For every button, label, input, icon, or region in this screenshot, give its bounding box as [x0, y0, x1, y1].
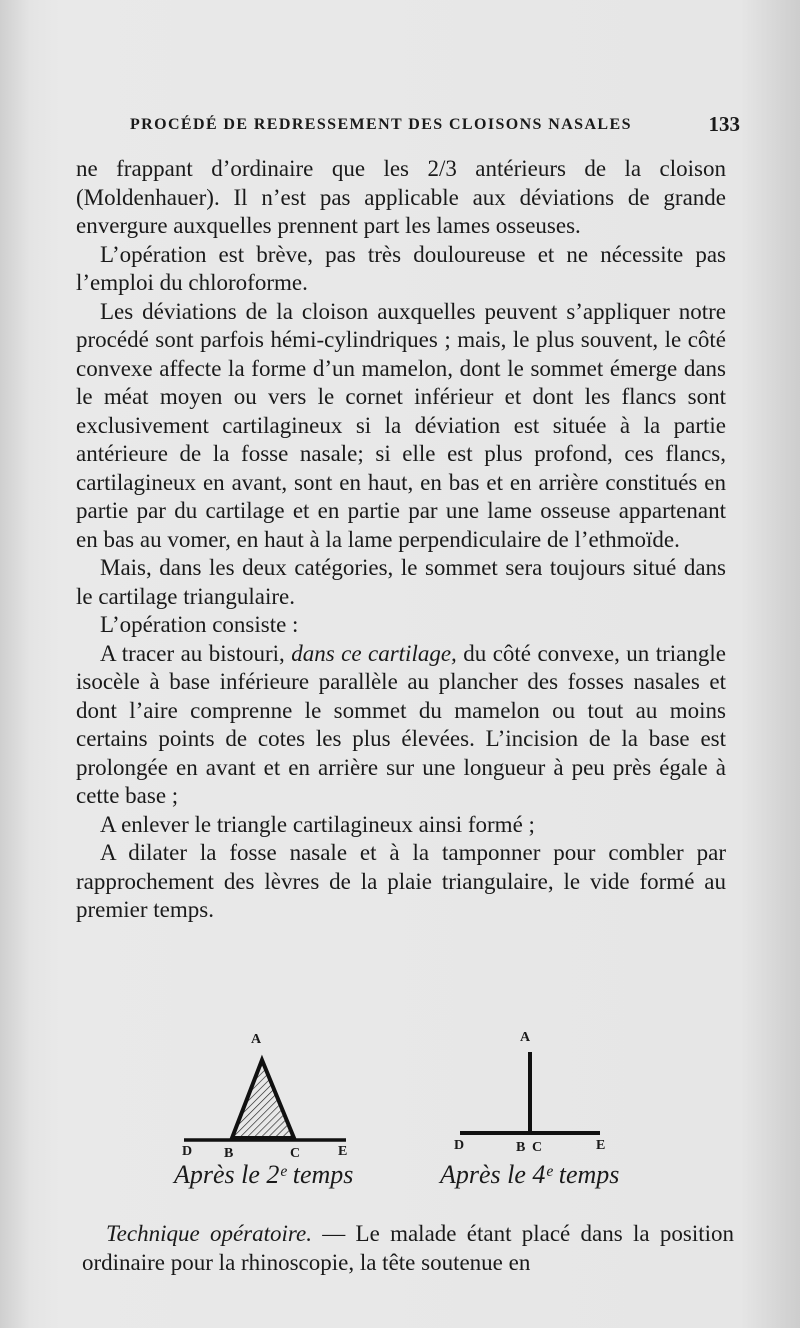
- label-c: C: [290, 1146, 301, 1161]
- label-d: D: [182, 1144, 193, 1159]
- paragraph-technique: [82, 1220, 734, 1277]
- paragraph-step-2: A enlever le triangle cartilagineux ainsi formé ;: [100, 811, 535, 837]
- caption-second-step: Après le 2ᵉ temps: [174, 1160, 354, 1189]
- step-1-start: A tracer au bistouri,: [100, 640, 292, 666]
- label-b: B: [224, 1146, 234, 1161]
- step-1-italic: dans ce cartilage,: [291, 640, 457, 666]
- t-shape-diagram: [440, 1030, 640, 1150]
- hatched-triangle: [232, 1060, 294, 1138]
- technique-heading: Technique opératoire.: [106, 1221, 312, 1246]
- technique-text: — Le malade étant placé dans la position ordinaire pour la rhinoscopie, la tête soutenue en: [82, 1221, 734, 1275]
- paragraph-step-1: [76, 640, 726, 811]
- label-c: C: [532, 1140, 543, 1155]
- label-a: A: [251, 1032, 262, 1047]
- page-number: 133: [708, 112, 740, 136]
- paragraph-deviations: Les déviations de la cloison auxquelles peuvent s’appliquer notre procédé sont parfois hémi-cylindriques ; mais, le plus souvent, le côté convexe affecte la forme d’un mamelon, dont le sommet émerge dans le méat moyen ou vers le cornet inférieur et dont les flancs sont exclusivement cartilagineux si la déviation est située à la partie antérieure de la fosse nasale; si elle est plus profond, ces flancs, cartilagineux en avant, sont en haut, en bas et en arrière constitués en partie par du cartilage et en partie par une lame osseuse appartenant en bas au vomer, en haut à la lame perpendiculaire de l’ethmoïde.: [76, 298, 726, 552]
- running-header: [130, 110, 740, 140]
- paragraph-operation-brief: L’opération est brève, pas très douloureuse et ne nécessite pas l’emploi du chloroforme.: [76, 241, 726, 295]
- label-b: B: [516, 1140, 526, 1155]
- header-title: PROCÉDÉ DE REDRESSEMENT DES CLOISONS NASALES: [130, 116, 632, 133]
- triangle-diagram: [170, 1030, 370, 1150]
- body-text: [76, 155, 726, 925]
- step-1-rest: du côté convexe, un triangle isocèle à base inférieure parallèle au plancher des fosses nasales et dont l’aire comprenne le sommet du mamelon ou tout au moins certains points de cotes les plus élevées. L’incision de la base est prolongée en avant et en arrière sur une longueur à peu près égale à cette base ;: [76, 640, 726, 808]
- paragraph-categories: Mais, dans les deux catégories, le sommet sera toujours situé dans le cartilage triangulaire.: [76, 555, 726, 609]
- paragraph-continuation: ne frappant d’ordinaire que les 2/3 antérieurs de la cloison (Moldenhauer). Il n’est pas applicable aux déviations de grande envergure auxquelles prennent part les lames osseuses.: [76, 156, 726, 238]
- caption-fourth-step: Après le 4ᵉ temps: [440, 1160, 620, 1189]
- paragraph-step-3: A dilater la fosse nasale et à la tamponner pour combler par rapprochement des lèvres de la plaie triangulaire, le vide formé au premier temps.: [76, 840, 726, 922]
- figure-after-fourth-step: [440, 1030, 640, 1190]
- label-d: D: [454, 1138, 465, 1153]
- label-a: A: [520, 1030, 531, 1045]
- label-e: E: [338, 1144, 348, 1159]
- figure-after-second-step: [170, 1030, 370, 1190]
- technique-paragraph: [82, 1220, 734, 1277]
- label-e: E: [596, 1138, 606, 1153]
- paragraph-operation-consists: L’opération consiste :: [100, 612, 299, 637]
